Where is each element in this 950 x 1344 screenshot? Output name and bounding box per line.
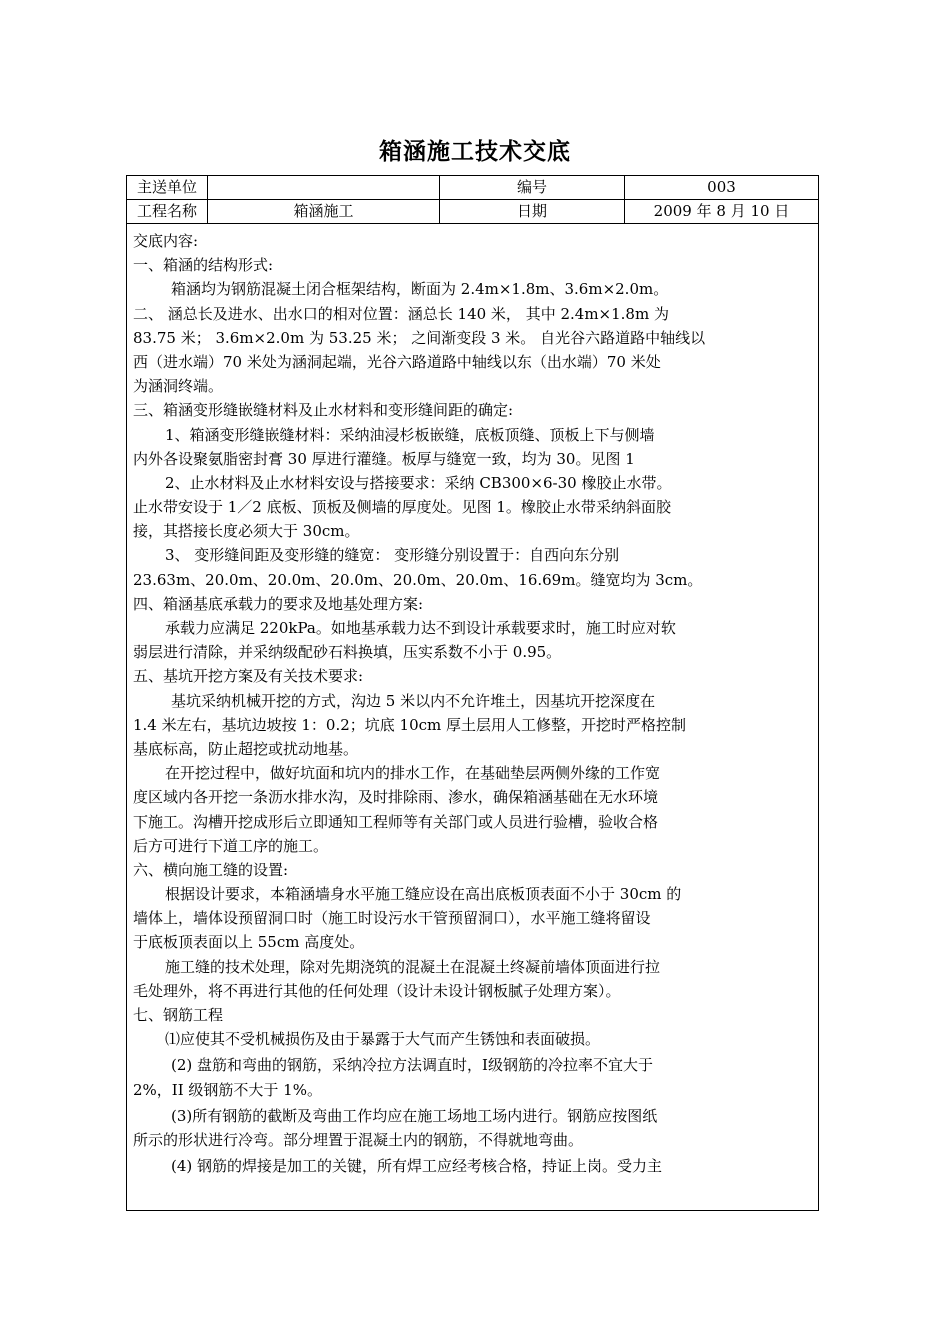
send-unit-value [208,176,440,199]
paragraph-line: 83.75 米； 3.6m×2.0m 为 53.25 米； 之间渐变段 3 米。 自光谷六路道路中轴线以 [133,328,706,347]
paragraph-line: 1.4 米左右，基坑边坡按 1：0.2；坑底 10cm 厚土层用人工修整，开挖时严格控制 [133,715,687,734]
paragraph-line: 在开挖过程中，做好坑面和坑内的排水工作，在基础垫层两侧外缘的工作宽 [165,764,661,783]
paragraph-line: 3、 变形缝间距及变形缝的缝宽： 变形缝分别设置于：自西向东分别 [165,546,620,565]
project-name-value: 箱涵施工 [208,200,440,223]
paragraph-line: 基底标高，防止超挖或扰动地基。 [133,739,359,758]
paragraph-line: 内外各设聚氨脂密封膏 30 厚进行灌缝。板厚与缝宽一致，均为 30。见图 1 [133,449,635,468]
paragraph-line: 止水带安设于 1／2 底板、顶板及侧墙的厚度处。见图 1。橡胶止水带采纳斜面胶 [133,498,671,517]
paragraph-line: 1、箱涵变形缝嵌缝材料：采纳油浸杉板嵌缝，底板顶缝、顶板上下与侧墙 [165,425,655,444]
paragraph-line: (3)所有钢筋的截断及弯曲工作均应在施工场地工场内进行。钢筋应按图纸 [171,1106,658,1125]
paragraph-line: 2%，II 级钢筋不大于 1%。 [133,1080,322,1099]
date-label: 日期 [440,200,625,223]
paragraph-line: 弱层进行清除，并采纳级配砂石料换填，压实系数不小于 0.95。 [133,643,562,662]
paragraph-line: 毛处理外，将不再进行其他的任何处理（设计未设计钢板腻子处理方案）。 [133,981,621,1000]
paragraph-line: 墙体上，墙体设预留洞口时（施工时设污水干管预留洞口），水平施工缝将留设 [133,909,651,928]
header-row-2 [127,200,818,224]
paragraph-line: 施工缝的技术处理，除对先期浇筑的混凝土在混凝土终凝前墙体顶面进行拉 [165,957,661,976]
paragraph-line: 下施工。沟槽开挖成形后立即通知工程师等有关部门或人员进行验槽，验收合格 [133,812,659,831]
paragraph-line: ⑴应使其不受机械损伤及由于暴露于大气而产生锈蚀和表面破损。 [165,1030,601,1049]
paragraph-line: 西（进水端）70 米处为涵洞起端，光谷六路道路中轴线以东（出水端）70 米处 [133,352,661,371]
disclosure-content [133,229,813,1178]
header-row-1 [127,176,818,200]
paragraph-line: 后方可进行下道工序的施工。 [133,836,329,855]
section-heading: 七、钢筋工程 [133,1006,224,1024]
section-heading: 三、箱涵变形缝嵌缝材料及止水材料和变形缝间距的确定: [133,401,514,420]
paragraph-line: 23.63m、20.0m、20.0m、20.0m、20.0m、20.0m、16.69m。缝宽均为 3cm。 [133,570,703,589]
paragraph-line: 箱涵均为钢筋混凝土闭合框架结构，断面为 2.4m×1.8m、3.6m×2.0m。 [171,280,669,299]
section-heading: 五、基坑开挖方案及有关技术要求: [133,667,364,686]
number-label: 编号 [440,176,625,199]
paragraph-line: 所示的形状进行冷弯。部分埋置于混凝土内的钢筋，不得就地弯曲。 [133,1130,584,1149]
section-heading: 一、箱涵的结构形式: [133,256,274,275]
paragraph-line: 根据设计要求，本箱涵墙身水平施工缝应设在高出底板顶表面不小于 30cm 的 [165,885,682,904]
paragraph-line: 基坑采纳机械开挖的方式，沟边 5 米以内不允许堆土，因基坑开挖深度在 [171,691,656,710]
paragraph-line: 承载力应满足 220kPa。如地基承载力达不到设计承载要求时，施工时应对软 [165,619,676,637]
section-heading: 六、横向施工缝的设置: [133,860,289,879]
project-name-label: 工程名称 [127,200,208,223]
paragraph-line: 为涵洞终端。 [133,377,224,396]
section-heading: 四、箱涵基底承载力的要求及地基处理方案: [133,594,424,613]
paragraph-line: 2、止水材料及止水材料安设与搭接要求：采纳 CB300×6-30 橡胶止水带。 [165,473,672,492]
content-heading: 交底内容: [133,232,199,250]
section-heading: 二、 涵总长及进水、出水口的相对位置：涵总长 140 米， 其中 2.4m×1.8m 为 [133,304,669,323]
paragraph-line: 度区域内各开挖一条沥水排水沟，及时排除雨、渗水，确保箱涵基础在无水环境 [133,788,659,807]
paragraph-line: (4) 钢筋的焊接是加工的关键，所有焊工应经考核合格，持证上岗。受力主 [171,1157,663,1176]
document-title: 箱涵施工技术交底 [379,139,571,165]
disclosure-form [126,175,819,1211]
number-value: 003 [707,178,736,196]
send-unit-label: 主送单位 [127,176,208,199]
date-value: 2009 年 8 月 10 日 [653,202,790,220]
paragraph-line: 接，其搭接长度必须大于 30cm。 [133,522,360,541]
paragraph-line: 于底板顶表面以上 55cm 高度处。 [133,933,365,952]
paragraph-line: (2) 盘筋和弯曲的钢筋，采纳冷拉方法调直时，Ⅰ级钢筋的冷拉率不宜大于 [171,1056,653,1075]
